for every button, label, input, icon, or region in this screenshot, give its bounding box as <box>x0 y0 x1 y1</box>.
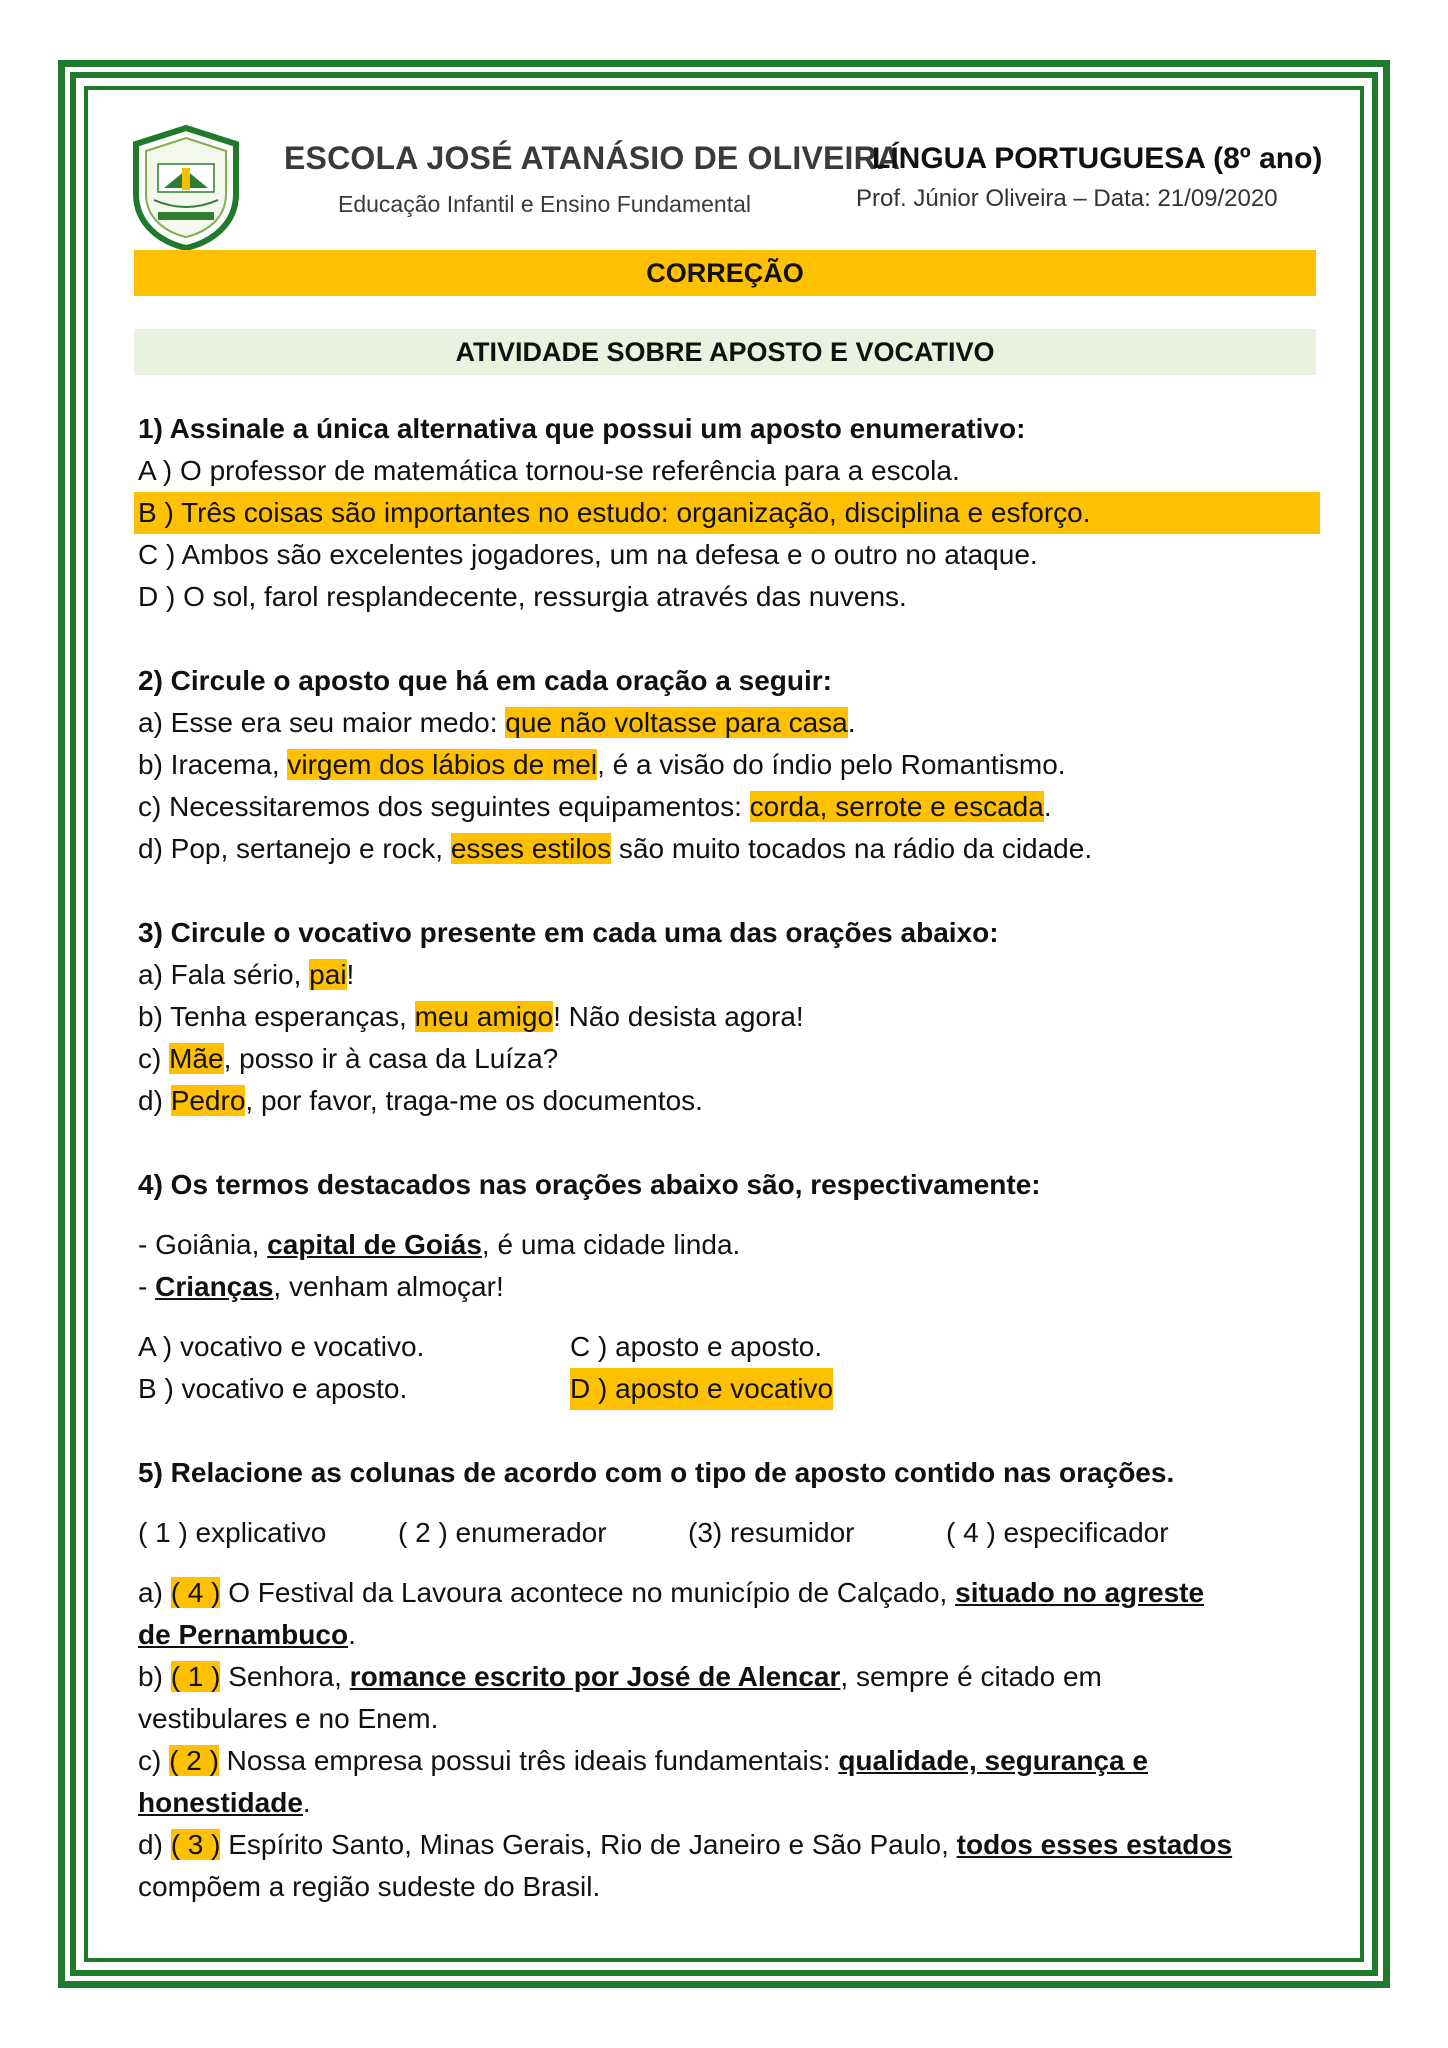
q1-title: 1) Assinale a única alternativa que possui um aposto enumerativo: <box>138 413 1026 444</box>
subject-title: LÍNGUA PORTUGUESA (8º ano) <box>872 142 1323 175</box>
q2-a-text: a) Esse era seu maior medo: <box>138 707 506 738</box>
q4-s1-end: , é uma cidade linda. <box>481 1229 741 1260</box>
q4-s2-end: , venham almoçar! <box>273 1271 504 1302</box>
q4-option-a: A ) vocativo e vocativo. <box>138 1331 425 1362</box>
q5-a-term-1: situado no agreste <box>955 1577 1205 1608</box>
q5-a-text: O Festival da Lavoura acontece no município de Calçado, <box>220 1577 956 1608</box>
q2-item-a <box>138 702 1318 744</box>
q5-item-d-cont: compõem a região sudeste do Brasil. <box>138 1871 601 1902</box>
q4-options-row-1 <box>138 1326 1318 1368</box>
q2-item-b <box>138 744 1318 786</box>
q3-item-d <box>138 1080 1318 1122</box>
q4-option-c: C ) aposto e aposto. <box>570 1331 823 1362</box>
q4-options-row-2 <box>138 1368 1318 1410</box>
q1-option-d: D ) O sol, farol resplandecente, ressurgia através das nuvens. <box>138 581 907 612</box>
q5-c-end: . <box>302 1787 311 1818</box>
q3-c-answer: Mãe <box>169 1043 224 1074</box>
school-subtitle: Educação Infantil e Ensino Fundamental <box>338 191 751 217</box>
q5-b-text: Senhora, <box>220 1661 350 1692</box>
exercise-content <box>138 408 1318 1908</box>
q3-item-a <box>138 954 1318 996</box>
q4-s1-term: capital de Goiás <box>267 1229 482 1260</box>
q5-d-answer: ( 3 ) <box>170 1829 221 1860</box>
q2-title: 2) Circule o aposto que há em cada oração a seguir: <box>138 665 832 696</box>
q5-item-b-cont: vestibulares e no Enem. <box>138 1703 439 1734</box>
q2-b-answer: virgem dos lábios de mel <box>287 749 598 780</box>
school-name: ESCOLA JOSÉ ATANÁSIO DE OLIVEIRA <box>284 140 901 176</box>
activity-banner <box>134 329 1316 375</box>
q5-types-row <box>138 1512 1318 1554</box>
q3-c-text: c) <box>138 1043 170 1074</box>
q2-d-answer: esses estilos <box>450 833 612 864</box>
q5-item-c <box>138 1740 1318 1782</box>
q5-title: 5) Relacione as colunas de acordo com o tipo de aposto contido nas orações. <box>138 1457 1175 1488</box>
q3-c-end: , posso ir à casa da Luíza? <box>223 1043 559 1074</box>
q5-d-prefix: d) <box>138 1829 171 1860</box>
q5-a-prefix: a) <box>138 1577 171 1608</box>
activity-title: ATIVIDADE SOBRE APOSTO E VOCATIVO <box>455 336 995 367</box>
q2-b-text: b) Iracema, <box>138 749 288 780</box>
q2-a-answer: que não voltasse para casa <box>505 707 848 738</box>
q1-option-b-correct: B ) Três coisas são importantes no estudo: organização, disciplina e esforço. <box>134 492 1320 534</box>
q5-item-a <box>138 1572 1318 1614</box>
q2-item-c <box>138 786 1318 828</box>
q2-c-text: c) Necessitaremos dos seguintes equipamentos: <box>138 791 750 822</box>
q5-a-term-2: de Pernambuco <box>138 1619 349 1650</box>
q5-d-term: todos esses estados <box>956 1829 1233 1860</box>
q2-c-end: . <box>1043 791 1052 822</box>
q2-b-end: , é a visão do índio pelo Romantismo. <box>597 749 1066 780</box>
q3-d-answer: Pedro <box>170 1085 246 1116</box>
q4-s2-term: Crianças <box>155 1271 274 1302</box>
q5-b-prefix: b) <box>138 1661 171 1692</box>
q4-option-b: B ) vocativo e aposto. <box>138 1373 408 1404</box>
q2-a-end: . <box>847 707 856 738</box>
q5-c-term-2: honestidade <box>138 1787 303 1818</box>
q5-type-2: ( 2 ) enumerador <box>398 1517 607 1548</box>
q4-option-d-correct: D ) aposto e vocativo <box>570 1368 833 1410</box>
q3-title: 3) Circule o vocativo presente em cada uma das orações abaixo: <box>138 917 999 948</box>
q5-item-b <box>138 1656 1318 1698</box>
q3-item-b <box>138 996 1318 1038</box>
q1-option-a: A ) O professor de matemática tornou-se referência para a escola. <box>138 455 960 486</box>
q5-type-3: (3) resumidor <box>688 1517 855 1548</box>
q4-s2-text: - <box>138 1271 156 1302</box>
q3-a-end: ! <box>346 959 355 990</box>
q5-type-4: ( 4 ) especificador <box>946 1517 1169 1548</box>
q2-c-answer: corda, serrote e escada <box>749 791 1044 822</box>
q5-c-answer: ( 2 ) <box>169 1745 219 1776</box>
q5-b-term: romance escrito por José de Alencar <box>349 1661 841 1692</box>
q5-b-end: , sempre é citado em <box>840 1661 1102 1692</box>
q5-c-term-1: qualidade, segurança e <box>838 1745 1148 1776</box>
q4-sentence-2 <box>138 1266 1318 1308</box>
q3-b-answer: meu amigo <box>414 1001 554 1032</box>
q3-a-answer: pai <box>309 959 347 990</box>
q2-item-d <box>138 828 1318 870</box>
q5-item-c-cont <box>138 1782 1318 1824</box>
q5-b-answer: ( 1 ) <box>170 1661 221 1692</box>
q3-d-text: d) <box>138 1085 171 1116</box>
school-crest-logo <box>128 124 244 252</box>
q5-a-answer: ( 4 ) <box>170 1577 221 1608</box>
q4-s1-text: - Goiânia, <box>138 1229 268 1260</box>
correction-title: CORREÇÃO <box>646 257 804 288</box>
q2-d-text: d) Pop, sertanejo e rock, <box>138 833 451 864</box>
teacher-and-date: Prof. Júnior Oliveira – Data: 21/09/2020 <box>856 185 1278 212</box>
q3-item-c <box>138 1038 1318 1080</box>
q5-item-d <box>138 1824 1318 1866</box>
q3-d-end: , por favor, traga-me os documentos. <box>245 1085 703 1116</box>
q5-c-prefix: c) <box>138 1745 170 1776</box>
q5-d-text: Espírito Santo, Minas Gerais, Rio de Janeiro e São Paulo, <box>220 1829 957 1860</box>
q3-b-end: ! Não desista agora! <box>553 1001 804 1032</box>
q3-a-text: a) Fala sério, <box>138 959 310 990</box>
q5-item-a-cont <box>138 1614 1318 1656</box>
q2-d-end: são muito tocados na rádio da cidade. <box>611 833 1093 864</box>
q5-type-1: ( 1 ) explicativo <box>138 1517 327 1548</box>
q5-c-text: Nossa empresa possui três ideais fundamentais: <box>218 1745 839 1776</box>
q1-option-c: C ) Ambos são excelentes jogadores, um na defesa e o outro no ataque. <box>138 539 1038 570</box>
q4-sentence-1 <box>138 1224 1318 1266</box>
q3-b-text: b) Tenha esperanças, <box>138 1001 415 1032</box>
q4-title: 4) Os termos destacados nas orações abaixo são, respectivamente: <box>138 1169 1041 1200</box>
correction-banner <box>134 250 1316 296</box>
q5-a-end: . <box>348 1619 356 1650</box>
